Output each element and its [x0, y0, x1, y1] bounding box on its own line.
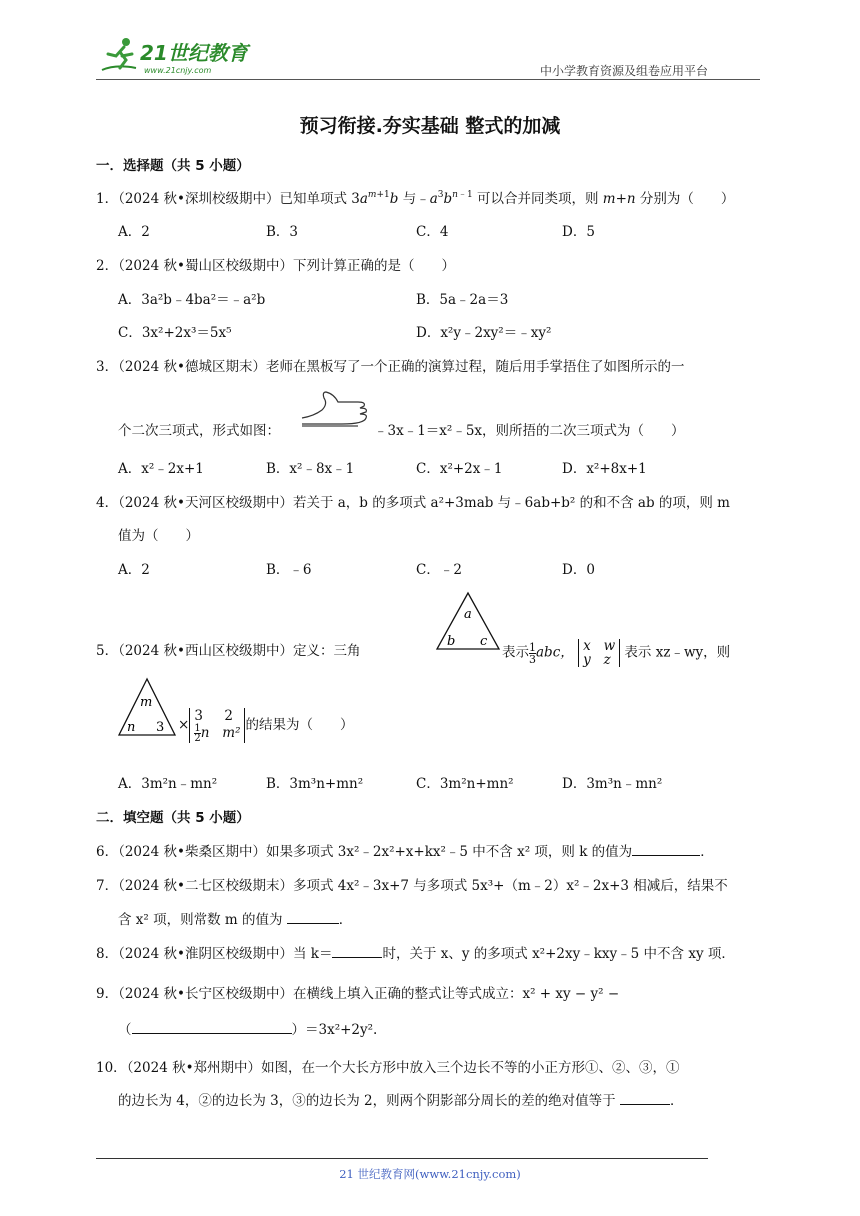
site-logo: [96, 34, 256, 78]
q3-option-c: C．x²+2x﹣1: [416, 461, 503, 477]
q1-option-c: C．4: [416, 224, 449, 240]
question-6: 6．（2024 秋•柴桑区期中）如果多项式 3x²﹣2x²+x+kx²﹣5 中不含 x² 项，则 k 的值为 ．: [96, 844, 714, 860]
q5-option-a: A．3m²n﹣mn²: [118, 776, 218, 792]
question-10: 10．（2024 秋•郑州期中）如图，在一个大长方形中放入三个边长不等的小正方形①、②、③，①: [96, 1060, 680, 1076]
q1-option-a: A．2: [118, 224, 150, 240]
question-1: 1．（2024 秋•深圳校级期中）已知单项式 $3a^{m+1}b$ 与$﹣a^3b^{n﹣1}$ 可以合并同类项，则 m+n 分别为（ ）: [96, 190, 735, 207]
svg-text:b: b: [447, 634, 456, 649]
hand-icon: [298, 390, 370, 434]
logo-url: www.21cnjy.com: [144, 66, 212, 75]
question-3-line2b: ﹣3x﹣1＝x²﹣5x，则所捂的二次三项式为（ ）: [374, 423, 685, 439]
question-7: 7．（2024 秋•二七区校级期末）多项式 4x²﹣3x+7 与多项式 5x³+（m﹣2）x²﹣2x+3 相减后，结果不: [96, 878, 728, 894]
page-title: 预习衔接.夯实基础 整式的加减: [299, 115, 561, 137]
footer-link[interactable]: 21 世纪教育网(www.21cnjy.com): [339, 1167, 521, 1181]
question-3-line2a: 个二次三项式，形式如图：: [118, 423, 280, 439]
question-10-line2: 的边长为 4，②的边长为 3，③的边长为 2，则两个阴影部分周长的差的绝对值等于 ．: [118, 1093, 684, 1109]
question-9-line2: （ ）＝3x²+2y².: [118, 1022, 378, 1038]
svg-text:3: 3: [156, 720, 165, 735]
footer-divider: [96, 1158, 708, 1159]
question-4-line2: 值为（ ）: [118, 528, 199, 544]
q1-option-d: D．5: [562, 224, 595, 240]
section-choice: 一．选择题（共 5 小题）: [96, 158, 250, 174]
svg-text:a: a: [464, 607, 472, 622]
q4-option-c: C．﹣2: [416, 562, 462, 578]
platform-label: 中小学教育资源及组卷应用平台: [540, 64, 709, 78]
q3-option-d: D．x²+8x+1: [562, 461, 647, 477]
svg-text:n: n: [127, 720, 136, 735]
question-2: 2．（2024 秋•蜀山区校级期中）下列计算正确的是（ ）: [96, 258, 455, 274]
q4-option-d: D．0: [562, 562, 595, 578]
svg-text:c: c: [480, 634, 488, 649]
header-divider: [96, 79, 760, 80]
q4-option-a: A．2: [118, 562, 150, 578]
answer-blank: [632, 843, 700, 856]
q1-option-b: B．3: [266, 224, 299, 240]
answer-blank: [332, 945, 382, 958]
q5-option-d: D．3m³n﹣mn²: [562, 776, 663, 792]
determinant-values: 3 2 $\frac{1}{2}$ n m²: [189, 708, 245, 743]
answer-blank: [287, 911, 339, 924]
question-8: 8．（2024 秋•淮阴区校级期中）当 k＝ 时，关于 x、y 的多项式 x²+2xy﹣kxy﹣5 中不含 xy 项．: [96, 946, 735, 962]
section-fill: 二．填空题（共 5 小题）: [96, 810, 250, 826]
answer-blank: [620, 1092, 670, 1105]
triangle-figure-abc: [434, 590, 502, 656]
q3-option-a: A．x²﹣2x+1: [118, 461, 204, 477]
q3-option-b: B．x²﹣8x﹣1: [266, 461, 355, 477]
q5-option-c: C．3m²n+mn²: [416, 776, 514, 792]
question-5-line2: ×3 2 $\frac{1}{2}$ n m² 的结果为（ ）: [178, 708, 354, 744]
triangle-figure-mn3: [116, 676, 178, 742]
question-7-line2: 含 x² 项，则常数 m 的值为 ．: [118, 912, 353, 928]
determinant-xwyz: x w y z: [578, 639, 620, 667]
question-9: 9．（2024 秋•长宁区校级期中）在横线上填入正确的整式让等式成立：x² + xy − y² −: [96, 986, 620, 1002]
q4-option-b: B．﹣6: [266, 562, 312, 578]
q2-option-d: D．x²y﹣2xy²＝﹣xy²: [416, 325, 552, 341]
svg-text:m: m: [140, 695, 153, 710]
question-5-mid: 表示 $\frac{1}{3}$ abc， x w y z 表示 xz﹣wy，则: [502, 638, 731, 668]
q5-option-b: B．3m³n+mn²: [266, 776, 364, 792]
q2-option-c: C．3x²+2x³＝5x⁵: [118, 325, 232, 341]
answer-blank: [132, 1021, 292, 1034]
question-5: 5．（2024 秋•西山区校级期中）定义：三角: [96, 643, 361, 659]
question-4: 4．（2024 秋•天河区校级期中）若关于 a，b 的多项式 a²+3mab 与﹣6ab+b² 的和不含 ab 的项，则 m: [96, 495, 730, 511]
question-3: 3．（2024 秋•德城区期末）老师在黑板写了一个正确的演算过程，随后用手掌捂住了如图所示的一: [96, 359, 685, 375]
logo-text: 21世纪教育: [140, 41, 248, 65]
q2-option-a: A．3a²b﹣4ba²＝﹣a²b: [118, 292, 266, 308]
q2-option-b: B．5a﹣2a＝3: [416, 292, 509, 308]
